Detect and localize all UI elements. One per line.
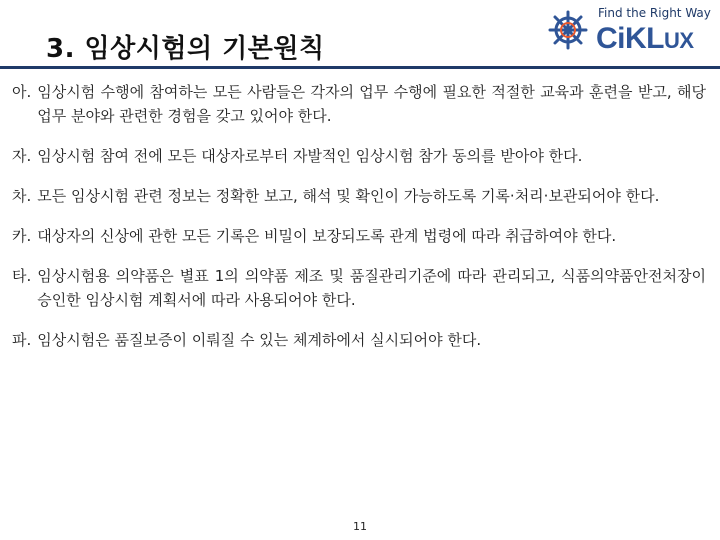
item-text: 임상시험용 의약품은 별표 1의 의약품 제조 및 품질관리기준에 따라 관리되고, 식품의약품안전처장이 승인한 임상시험 계획서에 따라 사용되어야 한다. [37, 267, 706, 309]
title-divider [0, 66, 720, 69]
item-marker: 차. [12, 187, 32, 205]
item-marker: 카. [12, 227, 32, 245]
ship-wheel-icon [548, 10, 588, 50]
list-item [12, 328, 706, 352]
list-item [12, 80, 706, 128]
item-marker: 자. [12, 147, 32, 165]
list-item [12, 144, 706, 168]
logo-tagline: Find the Right Way [598, 6, 711, 20]
list-item [12, 184, 706, 208]
item-text: 임상시험은 품질보증이 이뤄질 수 있는 체계하에서 실시되어야 한다. [37, 331, 482, 349]
item-text: 대상자의 신상에 관한 모든 기록은 비밀이 보장되도록 관계 법령에 따라 취급하여야 한다. [37, 227, 617, 245]
item-text: 임상시험 수행에 참여하는 모든 사람들은 각자의 업무 수행에 필요한 적절한 교육과 훈련을 받고, 해당 업무 분야와 관련한 경험을 갖고 있어야 한다. [37, 83, 706, 125]
item-text: 임상시험 참여 전에 모든 대상자로부터 자발적인 임상시험 참가 동의를 받아야 한다. [37, 147, 583, 165]
item-marker: 타. [12, 267, 32, 285]
item-marker: 파. [12, 331, 32, 349]
item-text: 모든 임상시험 관련 정보는 정확한 보고, 해석 및 확인이 가능하도록 기록·처리·보관되어야 한다. [37, 187, 660, 205]
list-item [12, 264, 706, 312]
item-marker: 아. [12, 83, 32, 101]
page-number: 11 [353, 520, 367, 533]
page-title: 3. 임상시험의 기본원칙 [46, 34, 325, 64]
logo-brand-suffix: UX [664, 28, 694, 53]
logo-brand [596, 22, 694, 56]
principles-list [12, 80, 706, 368]
logo-brand-main: CiKL [596, 22, 664, 55]
list-item [12, 224, 706, 248]
